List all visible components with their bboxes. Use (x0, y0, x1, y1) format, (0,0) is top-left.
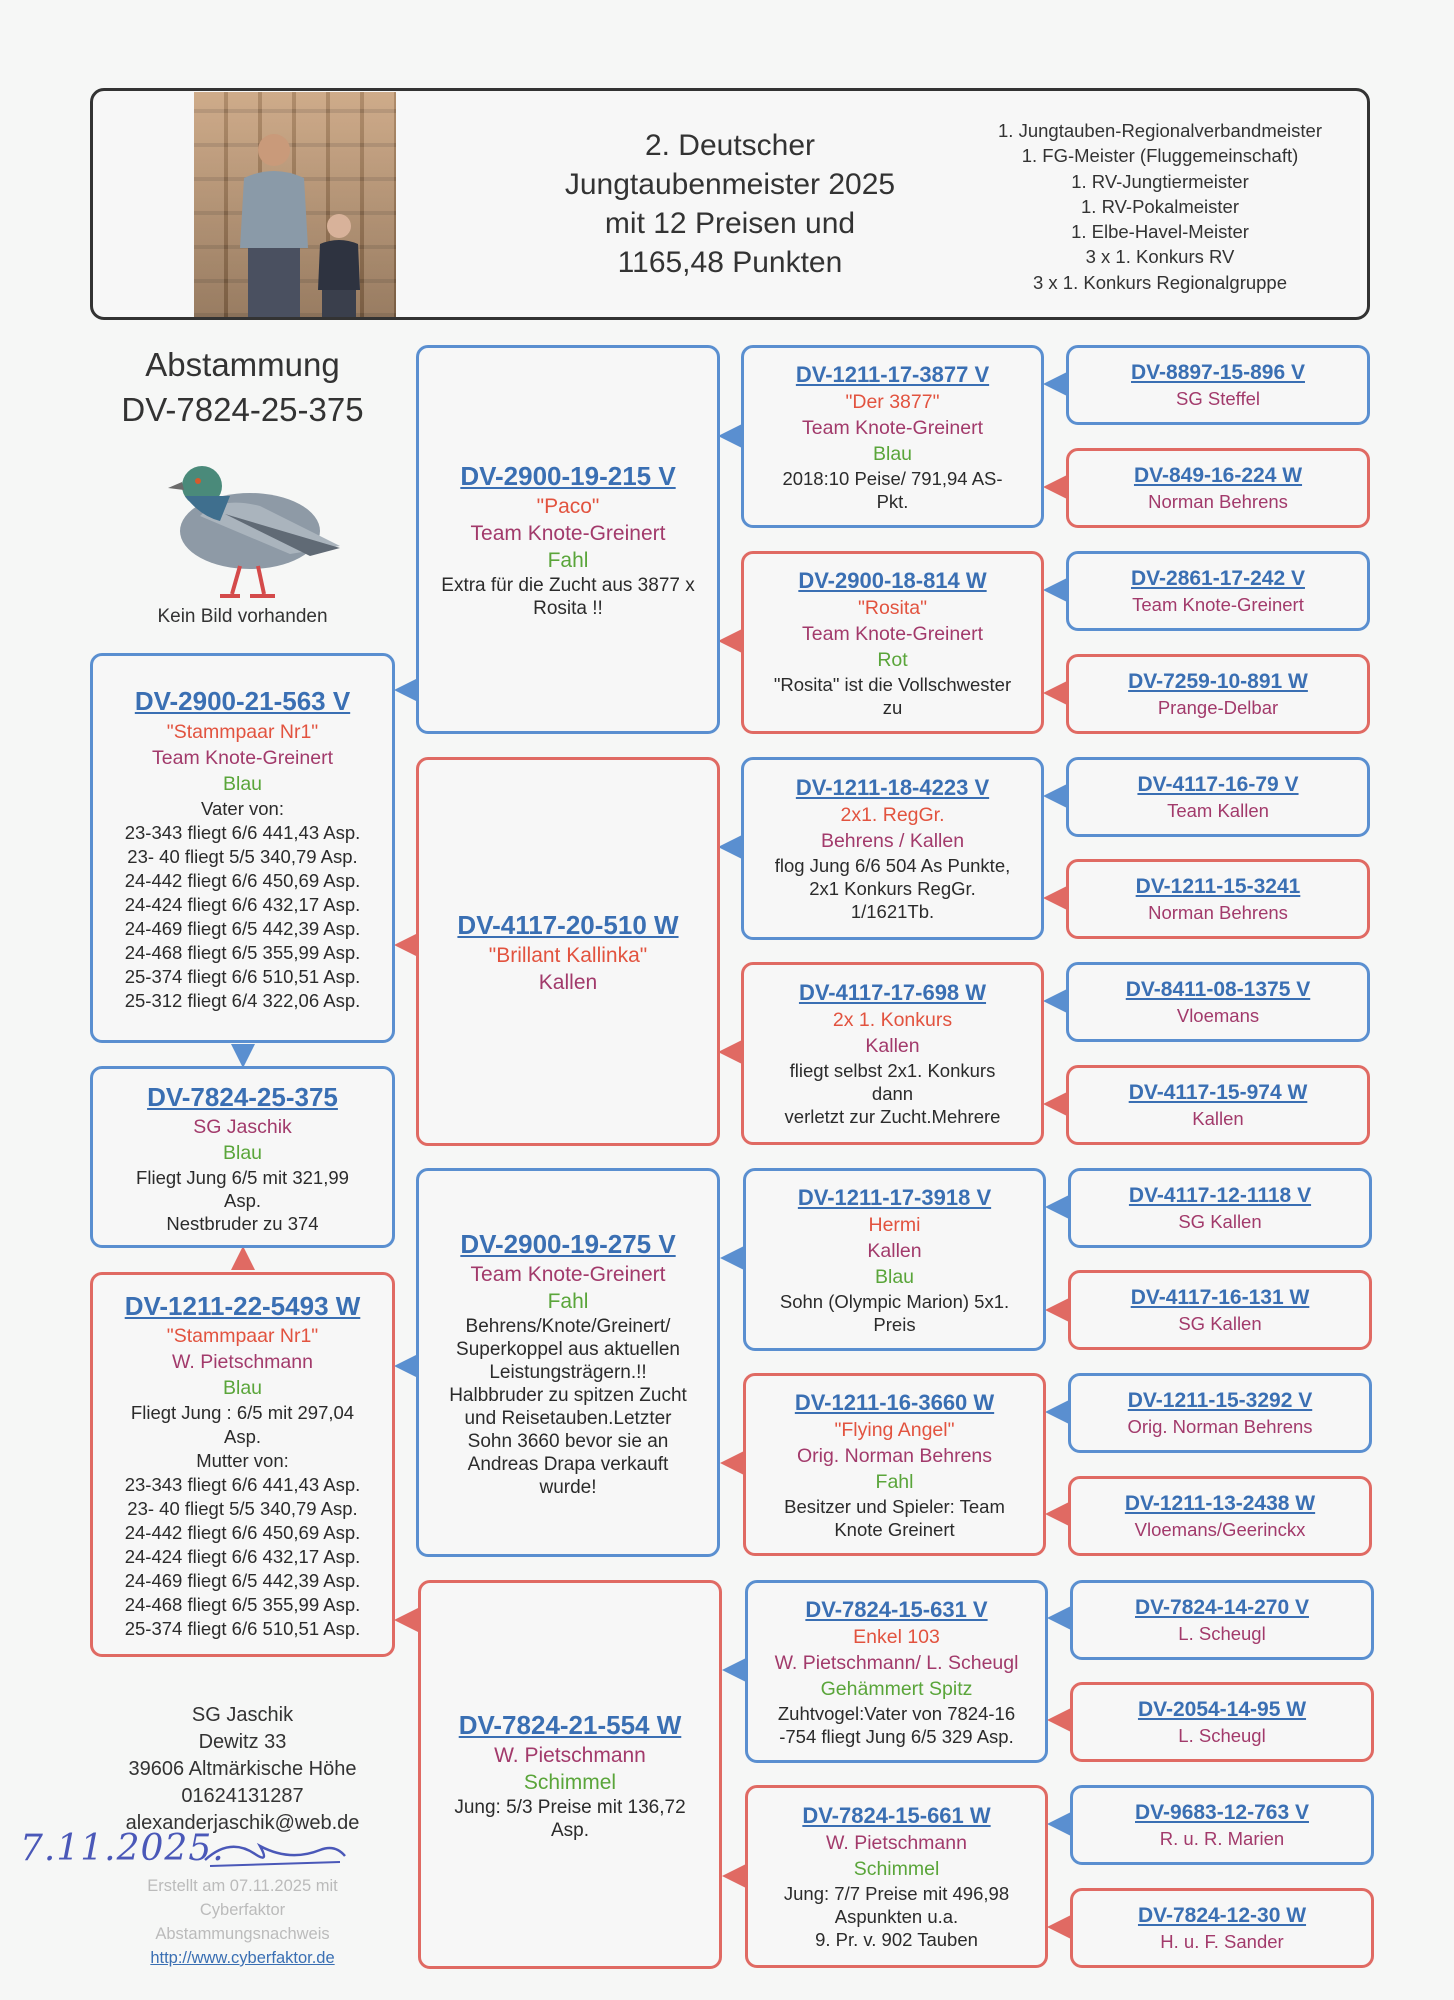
great-grandparent-box-8[interactable]: DV-7824-15-661 W W. Pietschmann Schimmel Jung: 7/7 Preise mit 496,98 Aspunkten u.a. 9. Pr. v. 902 Tauben (745, 1785, 1048, 1968)
grandparent-ring[interactable]: DV-2900-19-215 V (460, 461, 676, 491)
ancestor-box-6[interactable]: DV-1211-15-3241 Norman Behrens (1066, 859, 1370, 939)
great-grandparent-box-6[interactable]: DV-1211-16-3660 W "Flying Angel" Orig. Norman Behrens Fahl Besitzer und Spieler: Team Knote Greinert (743, 1373, 1046, 1556)
grandparent-box-2[interactable]: DV-4117-20-510 W "Brillant Kallinka" Kallen (416, 757, 720, 1146)
ancestor-box-8[interactable]: DV-4117-15-974 W Kallen (1066, 1065, 1370, 1145)
cyberfaktor-link[interactable]: http://www.cyberfaktor.de (150, 1949, 335, 1967)
ancestor-box-10[interactable]: DV-4117-16-131 W SG Kallen (1068, 1270, 1372, 1350)
mother-color: Blau (222, 1376, 263, 1399)
father-ring[interactable]: DV-2900-21-563 V (134, 686, 351, 716)
great-grandparent-box-7[interactable]: DV-7824-15-631 V Enkel 103 W. Pietschmann/ L. Scheugl Gehämmert Spitz Zuhtvogel:Vater von 7824-16 -754 fliegt Jung 6/5 329 Asp. (745, 1580, 1048, 1763)
handwritten-date: 7.11.2025. (20, 1828, 225, 1869)
grandparent-box-3[interactable]: DV-2900-19-275 V Team Knote-Greinert Fahl Behrens/Knote/Greinert/ Superkoppel aus aktuellen Leistungsträgern.!! Halbbruder zu spitzen Zucht und Reisetauben.Letzter Sohn 3660 bevor sie an Andreas Drapa verkauft wurde! (416, 1168, 720, 1557)
mother-box[interactable]: DV-1211-22-5493 W "Stammpaar Nr1" W. Pietschmann Blau Fliegt Jung : 6/5 mit 297,04 Asp. Mutter von: 23-343 fliegt 6/6 441,43 Asp. 23- 40 fliegt 5/5 340,79 Asp. 24-442 fliegt 6/6 450,69 Asp. 24-424 fliegt 6/6 432,17 Asp. 24-469 fliegt 6/5 442,39 Asp. 24-468 fliegt 6/5 355,99 Asp. 25-374 fliegt 6/6 510,51 Asp. (90, 1272, 395, 1657)
ancestor-box-2[interactable]: DV-849-16-224 W Norman Behrens (1066, 448, 1370, 528)
grandparent-box-1[interactable]: DV-2900-19-215 V "Paco" Team Knote-Greinert Fahl Extra für die Zucht aus 3877 x Rosita !! (416, 345, 720, 734)
ancestor-box-15[interactable]: DV-9683-12-763 V R. u. R. Marien (1070, 1785, 1374, 1865)
subject-owner: SG Jaschik (193, 1115, 292, 1138)
championship-title: 2. Deutscher Jungtaubenmeister 2025 mit 12 Preisen und 1165,48 Punkten (564, 129, 896, 279)
mother-owner: W. Pietschmann (172, 1350, 313, 1373)
subject-ring[interactable]: DV-7824-25-375 (147, 1081, 338, 1112)
ancestor-box-9[interactable]: DV-4117-12-1118 V SG Kallen (1068, 1168, 1372, 1248)
pigeon-icon (140, 436, 350, 606)
subject-box[interactable]: DV-7824-25-375 SG Jaschik Blau Fliegt Jung 6/5 mit 321,99 Asp. Nestbruder zu 374 (90, 1066, 395, 1248)
great-grandparent-box-1[interactable]: DV-1211-17-3877 V "Der 3877" Team Knote-Greinert Blau 2018:10 Peise/ 791,94 AS- Pkt. (741, 345, 1044, 528)
grandparent-ring[interactable]: DV-2900-19-275 V (460, 1228, 676, 1259)
father-name: "Stammpaar Nr1" (166, 721, 319, 743)
father-owner: Team Knote-Greinert (152, 747, 333, 769)
father-box[interactable]: DV-2900-21-563 V "Stammpaar Nr1" Team Knote-Greinert Blau Vater von: 23-343 fliegt 6/6 441,43 Asp. 23- 40 fliegt 5/5 340,79 Asp. 24-442 fliegt 6/6 450,69 Asp. 24-424 fliegt 6/6 432,17 Asp. 24-469 fliegt 6/5 442,39 Asp. 24-468 fliegt 6/5 355,99 Asp. 25-374 fliegt 6/6 510,51 Asp. 25-312 fliegt 6/4 322,06 Asp. (90, 653, 395, 1043)
ancestor-box-1[interactable]: DV-8897-15-896 V SG Steffel (1066, 345, 1370, 425)
great-grandparent-box-4[interactable]: DV-4117-17-698 W 2x 1. Konkurs Kallen fliegt selbst 2x1. Konkurs dann verletzt zur Zucht.Mehrere (741, 962, 1044, 1145)
footer-credit: Erstellt am 07.11.2025 mit Cyberfaktor Abstammungsnachweis http://www.cyberfaktor.de (90, 1874, 395, 1970)
breeder-photo (194, 92, 396, 317)
ancestor-box-12[interactable]: DV-1211-13-2438 W Vloemans/Geerinckx (1068, 1476, 1372, 1556)
great-grandparent-box-5[interactable]: DV-1211-17-3918 V Hermi Kallen Blau Sohn (Olympic Marion) 5x1. Preis (743, 1168, 1046, 1351)
ancestor-box-13[interactable]: DV-7824-14-270 V L. Scheugl (1070, 1580, 1374, 1660)
signature-icon (200, 1832, 350, 1872)
great-grandparent-box-2[interactable]: DV-2900-18-814 W "Rosita" Team Knote-Greinert Rot "Rosita" ist die Vollschwester zu (741, 551, 1044, 734)
grandparent-ring[interactable]: DV-7824-21-554 W (458, 1709, 682, 1740)
ancestor-box-3[interactable]: DV-2861-17-242 V Team Knote-Greinert (1066, 551, 1370, 631)
achievement-list: 1. Jungtauben-Regionalverbandmeister 1. FG-Meister (Fluggemeinschaft) 1. RV-Jungtiermeister 1. RV-Pokalmeister 1. Elbe-Havel-Meister 3 x 1. Konkurs RV 3 x 1. Konkurs Regionalgruppe (998, 120, 1322, 293)
great-grandparent-box-3[interactable]: DV-1211-18-4223 V 2x1. RegGr. Behrens / Kallen flog Jung 6/6 504 As Punkte, 2x1 Konkurs RegGr. 1/1621Tb. (741, 757, 1044, 940)
subject-color: Blau (222, 1141, 263, 1164)
ancestor-box-14[interactable]: DV-2054-14-95 W L. Scheugl (1070, 1682, 1374, 1762)
ancestor-box-5[interactable]: DV-4117-16-79 V Team Kallen (1066, 757, 1370, 837)
mother-name: "Stammpaar Nr1" (166, 1324, 319, 1347)
no-picture-label: Kein Bild vorhanden (157, 606, 328, 627)
breeder-contact: SG Jaschik Dewitz 33 39606 Altmärkische Höhe 01624131287 alexanderjaschik@web.de (90, 1702, 395, 1837)
mother-ring[interactable]: DV-1211-22-5493 W (124, 1290, 361, 1321)
pedigree-heading: Abstammung DV-7824-25-375 (121, 346, 364, 428)
email-link[interactable]: alexanderjaschik@web.de (125, 1812, 360, 1834)
ancestor-box-7[interactable]: DV-8411-08-1375 V Vloemans (1066, 962, 1370, 1042)
father-color: Blau (222, 773, 263, 795)
grandparent-ring[interactable]: DV-4117-20-510 W (457, 909, 679, 940)
ancestor-box-11[interactable]: DV-1211-15-3292 V Orig. Norman Behrens (1068, 1373, 1372, 1453)
ancestor-box-16[interactable]: DV-7824-12-30 W H. u. F. Sander (1070, 1888, 1374, 1968)
grandparent-box-4[interactable]: DV-7824-21-554 W W. Pietschmann Schimmel Jung: 5/3 Preise mit 136,72 Asp. (418, 1580, 722, 1969)
ancestor-box-4[interactable]: DV-7259-10-891 W Prange-Delbar (1066, 654, 1370, 734)
